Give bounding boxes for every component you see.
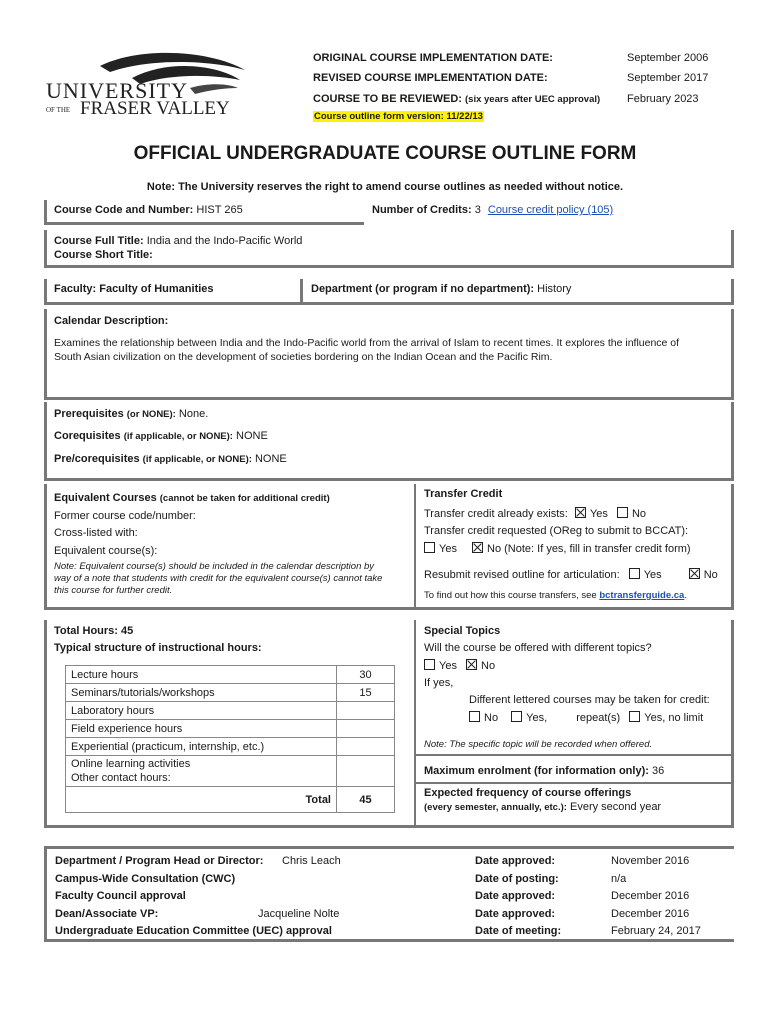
lettered-yes-checkbox[interactable]	[511, 711, 522, 722]
hours-row-lecture	[66, 666, 395, 684]
logo-line2: FRASER VALLEY	[80, 98, 230, 119]
transfer-exists-no-label: No	[631, 508, 647, 520]
equivalent-label: Equivalent Courses	[54, 492, 157, 504]
department-value: History	[537, 283, 572, 295]
approval-date-label: Date approved:	[475, 855, 556, 867]
resubmit-no-label: No	[703, 569, 718, 581]
approval-label: Dean/Associate VP:	[55, 907, 159, 920]
coreq-note: (if applicable, or NONE):	[123, 431, 233, 442]
approval-date-label: Date approved:	[475, 907, 556, 920]
review-date-value: February 2023	[627, 93, 699, 105]
hours-row-value[interactable]	[337, 738, 395, 756]
review-date-note: (six years after UEC approval)	[465, 94, 601, 105]
university-logo	[40, 48, 250, 120]
approval-name: Jacqueline Nolte	[258, 907, 340, 920]
equivalent-transfer-divider	[414, 484, 416, 610]
special-no-label: No	[481, 660, 496, 672]
hours-row-experiential	[66, 738, 395, 756]
approval-date: November 2016	[611, 855, 690, 867]
crosslisted-label: Cross-listed with:	[54, 527, 138, 539]
find-out-period: .	[684, 590, 687, 601]
frequency-note: (every semester, annually, etc.):	[424, 802, 567, 813]
form-version-highlight: Course outline form version: 11/22/13	[314, 111, 483, 122]
approval-date: December 2016	[611, 890, 690, 902]
resubmit-row	[424, 568, 724, 581]
prereq-row	[54, 408, 208, 420]
faculty-divider	[300, 279, 303, 305]
equivalent-note-line2: way of a note that students with credit for the equivalent course(s) cannot take	[54, 573, 383, 584]
enrolment-divider	[415, 754, 734, 756]
equivalent-label-note: (cannot be taken for additional credit)	[159, 493, 330, 504]
coreq-value: NONE	[236, 430, 268, 442]
approval-label: Campus-Wide Consultation (CWC)	[55, 872, 236, 885]
equivalent-note-line3: this course for further credit.	[54, 585, 173, 596]
frequency-row	[424, 801, 661, 813]
special-topics-yesno	[424, 659, 495, 672]
calendar-label: Calendar Description:	[54, 315, 169, 327]
resubmit-yes-label: Yes	[643, 569, 662, 581]
total-hours-value: 45	[121, 625, 134, 637]
enrolment-row	[424, 765, 664, 777]
approval-date-label: Date of meeting:	[475, 925, 562, 937]
original-date-label: ORIGINAL COURSE IMPLEMENTATION DATE:	[313, 52, 553, 64]
review-date-row	[313, 93, 600, 105]
lettered-no-label: No	[484, 712, 499, 724]
full-title-value: India and the Indo-Pacific World	[146, 235, 303, 247]
hours-row-value[interactable]	[337, 720, 395, 738]
precoreq-label: Pre/corequisites	[54, 453, 140, 465]
prereq-label: Prerequisites	[54, 408, 124, 420]
hours-row-label: Other contact hours:	[71, 772, 171, 784]
resubmit-yes-checkbox[interactable]	[629, 568, 640, 579]
approval-name: Chris Leach	[282, 855, 341, 867]
transfer-requested-label: Transfer credit requested (OReg to submit to BCCAT):	[424, 525, 689, 537]
hours-row-label: Field experience hours	[66, 720, 337, 738]
transfer-requested-no-checkbox[interactable]	[472, 542, 483, 553]
former-code-label: Former course code/number:	[54, 510, 196, 522]
transfer-credit-label: Transfer Credit	[424, 488, 503, 500]
faculty-label: Faculty: Faculty of Humanities	[54, 283, 214, 295]
special-topics-note: Note: The specific topic will be recorded when offered.	[424, 739, 653, 750]
approvals-top-rule	[44, 846, 734, 849]
bctransferguide-link[interactable]: bctransferguide.ca	[599, 590, 685, 601]
prereq-value: None.	[178, 408, 209, 420]
logo-of-the: OF THE	[46, 106, 71, 114]
calendar-line2: South Asian civilization on the development of societies bordering on the Indian Ocean and the Pacific Rim.	[54, 351, 553, 363]
lettered-nolimit-checkbox[interactable]	[629, 711, 640, 722]
hours-row-label: Lecture hours	[66, 666, 337, 684]
course-code-label: Course Code and Number:	[54, 204, 194, 216]
special-no-checkbox[interactable]	[466, 659, 477, 670]
lettered-label: Different lettered courses may be taken for credit:	[469, 694, 710, 706]
coreq-label: Corequisites	[54, 430, 121, 442]
special-topics-question: Will the course be offered with different topics?	[424, 642, 652, 654]
credits-row	[372, 204, 613, 216]
hours-divider	[414, 620, 416, 828]
hours-row-field	[66, 720, 395, 738]
approval-label: Undergraduate Education Committee (UEC) approval	[55, 925, 332, 937]
approval-row-uec	[55, 923, 735, 941]
department-label: Department (or program if no department):	[311, 283, 535, 295]
hours-total-value[interactable]: 45	[337, 787, 395, 813]
transfer-requested-row	[424, 542, 691, 555]
find-out-label: To find out how this course transfers, see	[424, 590, 597, 601]
precoreq-value: NONE	[254, 453, 287, 465]
hours-total-label: Total	[66, 787, 337, 813]
full-title-label: Course Full Title:	[54, 235, 144, 247]
approval-row-faculty-council	[55, 888, 735, 906]
transfer-requested-yes-checkbox[interactable]	[424, 542, 435, 553]
transfer-exists-no-checkbox[interactable]	[617, 507, 628, 518]
transfer-requested-no-note: No (Note: If yes, fill in transfer credit form)	[487, 543, 691, 555]
approvals-block	[55, 853, 735, 941]
approval-label: Department / Program Head or Director:	[55, 855, 264, 867]
lettered-yes-label: Yes,	[526, 712, 548, 724]
approval-date: December 2016	[611, 907, 690, 920]
course-code-value: HIST 265	[196, 204, 243, 216]
hours-table	[65, 665, 395, 813]
transfer-requested-yes-label: Yes	[439, 543, 457, 555]
short-title-label: Course Short Title:	[54, 249, 153, 261]
approval-row-dept-head	[55, 853, 735, 871]
special-yes-checkbox[interactable]	[424, 659, 435, 670]
prereq-note: (or NONE):	[126, 409, 176, 420]
hours-row-value[interactable]	[337, 756, 395, 787]
hours-row-value[interactable]: 15	[337, 684, 395, 702]
hours-row-total	[66, 787, 395, 813]
approvals-left-rule	[44, 846, 47, 942]
equivalent-note-line1: Note: Equivalent course(s) should be included in the calendar description by	[54, 561, 375, 572]
frequency-divider	[415, 782, 734, 784]
revised-date-value: September 2017	[627, 72, 709, 84]
special-topics-label: Special Topics	[424, 625, 501, 637]
hours-row-label: Laboratory hours	[66, 702, 337, 720]
course-code-row	[54, 204, 243, 216]
equivalent-heading	[54, 492, 330, 504]
precoreq-row	[54, 453, 287, 465]
review-date-label: COURSE TO BE REVIEWED:	[313, 93, 462, 105]
approval-row-dean	[55, 906, 735, 924]
coreq-row	[54, 430, 268, 442]
credit-policy-link[interactable]: Course credit policy (105)	[487, 204, 614, 216]
amend-note: Note: The University reserves the right to amend course outlines as needed without notice.	[146, 181, 624, 193]
approval-label: Faculty Council approval	[55, 890, 186, 902]
hours-row-online-other	[66, 756, 395, 787]
full-title-row	[54, 235, 302, 247]
hours-row-seminars	[66, 684, 395, 702]
frequency-value: Every second year	[570, 801, 662, 813]
transfer-exists-yes-label: Yes	[589, 508, 608, 520]
find-out-row	[424, 590, 687, 601]
transfer-exists-yes-checkbox[interactable]	[575, 507, 586, 518]
if-yes-label: If yes,	[424, 677, 454, 689]
credits-value: 3	[474, 204, 481, 216]
form-title: OFFICIAL UNDERGRADUATE COURSE OUTLINE FORM	[133, 143, 637, 164]
transfer-exists-label: Transfer credit already exists:	[424, 508, 568, 520]
total-hours-label: Total Hours:	[54, 625, 118, 637]
equivalent-courses-label: Equivalent course(s):	[54, 545, 158, 557]
lettered-nolimit-label: Yes, no limit	[644, 712, 704, 724]
resubmit-no-checkbox[interactable]	[689, 568, 700, 579]
hours-row-value[interactable]	[337, 702, 395, 720]
total-hours-row	[54, 625, 133, 637]
approval-date-label: Date approved:	[475, 890, 556, 902]
hours-row-value[interactable]: 30	[337, 666, 395, 684]
hours-row-lab	[66, 702, 395, 720]
lettered-no-checkbox[interactable]	[469, 711, 480, 722]
credits-label: Number of Credits:	[372, 204, 472, 216]
transfer-exists-row	[424, 507, 646, 520]
approval-date: n/a	[611, 872, 627, 885]
revised-date-label: REVISED COURSE IMPLEMENTATION DATE:	[313, 72, 548, 84]
hours-row-label: Experiential (practicum, internship, etc.)	[66, 738, 337, 756]
enrolment-label: Maximum enrolment (for information only):	[424, 765, 649, 777]
special-yes-label: Yes	[439, 660, 457, 672]
hours-row-label: Online learning activities	[71, 758, 191, 770]
enrolment-value: 36	[651, 765, 665, 777]
approval-row-cwc	[55, 871, 735, 889]
approval-date: February 24, 2017	[611, 925, 701, 937]
resubmit-label: Resubmit revised outline for articulation:	[424, 569, 620, 581]
hours-row-label: Seminars/tutorials/workshops	[66, 684, 337, 702]
approval-date-label: Date of posting:	[475, 872, 559, 885]
structure-label: Typical structure of instructional hours:	[54, 642, 262, 654]
frequency-label: Expected frequency of course offerings	[424, 787, 632, 799]
lettered-repeat-label: repeat(s)	[576, 712, 621, 724]
lettered-options	[469, 711, 729, 724]
original-date-value: September 2006	[627, 52, 709, 64]
hours-row-combined-label	[66, 756, 337, 787]
precoreq-note: (if applicable, or NONE):	[142, 454, 252, 465]
department-row	[311, 283, 571, 295]
logo-line1: UNIVERSITY	[46, 78, 188, 103]
calendar-line1: Examines the relationship between India and the Indo-Pacific world from the arrival of Islam to recent times. It explores the influence of	[54, 337, 680, 349]
